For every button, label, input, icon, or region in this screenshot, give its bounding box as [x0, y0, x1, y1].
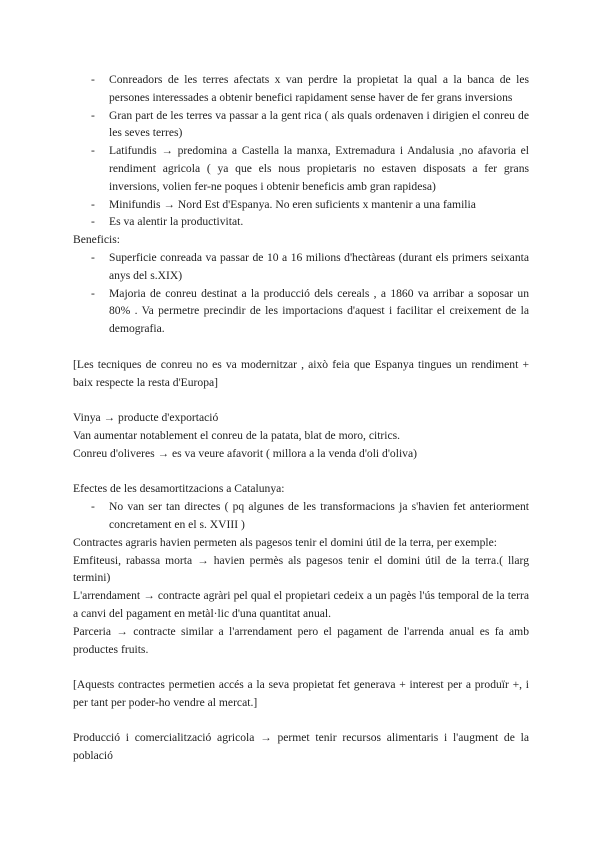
catalunya-heading: Efectes de les desamortitzacions a Catalunya:: [73, 482, 285, 496]
spacer: [73, 658, 529, 676]
consequences-list: [73, 71, 529, 231]
emfiteusi-paragraph: Emfiteusi, rabassa morta → havien permès als pagesos tenir el domini útil de la terra.( llarg termini): [73, 553, 529, 585]
production-paragraph: Producció i comercialització agricola → permet tenir recursos alimentaris i l'augment de la població: [73, 731, 529, 763]
vinya-line: Vinya → producte d'exportació: [73, 411, 219, 425]
list-item: [73, 196, 529, 214]
bullet-dash: -: [91, 108, 95, 122]
list-item-text: Superficie conreada va passar de 10 a 16 milions d'hectàreas (durant els primers seixanta anys del s.XIX): [109, 250, 529, 282]
list-item-text: Conreadors de les terres afectats x van perdre la propietat la qual a la banca de les persones interessades a obtenir benefici rapidament sense haver de fer grans inversions: [109, 73, 529, 104]
catalunya-list: [73, 498, 529, 534]
page-content: [73, 71, 529, 765]
spacer: [73, 338, 529, 356]
list-item-text: Latifundis → predomina a Castella la manxa, Extremadura i Andalusia ,no afavoria el rendiment agricola ( ya que els nous propietaris no estaven disposats a fer grans inversions, volien fer-ne poques i obtenir beneficis amb gran rapidesa): [109, 144, 529, 193]
list-item-text: No van ser tan directes ( pq algunes de les transformacions ja s'havien fet anteriorment concretament en el s. XVIII ): [109, 500, 529, 531]
list-item-text: Majoria de conreu destinat a la producció dels cereals , a 1860 va arribar a soposar un 80% . Va permetre precindir de les importacions d'aquest i facilitar el creixement de la demografia.: [109, 286, 529, 336]
spacer: [73, 463, 529, 481]
parceria-paragraph: Parceria → contracte similar a l'arrendament pero el pagament de l'arrenda anual es fa amb productes fruits.: [73, 624, 529, 656]
contracts-note: [Aquests contractes permetien accés a la seva propietat fet generava + interest per a produïr +, i per tant per poder-ho vendre al mercat.]: [73, 678, 529, 709]
list-item-text: Es va alentir la productivitat.: [109, 215, 244, 229]
bullet-dash: -: [91, 144, 95, 158]
list-item: [73, 249, 529, 285]
contracts-paragraph: Contractes agraris havien permeten als pagesos tenir el domini útil de la terra, per exemple:: [73, 535, 497, 549]
olive-line: Conreu d'oliveres → es va veure afavorit ( millora a la venda d'oli d'oliva): [73, 446, 417, 460]
list-item-text: Gran part de les terres va passar a la gent rica ( als quals ordenaven i dirigien el conreu de les seves terres): [109, 108, 529, 140]
bullet-dash: -: [91, 250, 95, 264]
beneficis-heading: Beneficis:: [73, 233, 121, 247]
list-item: [73, 285, 529, 338]
bullet-dash: -: [91, 500, 95, 514]
beneficis-list: [73, 249, 529, 338]
bullet-dash: -: [91, 286, 95, 300]
list-item: [73, 498, 529, 534]
list-item-text: Minifundis → Nord Est d'Espanya. No eren suficients x mantenir a una familia: [109, 197, 476, 211]
spacer: [73, 391, 529, 409]
list-item: [73, 107, 529, 143]
list-item: [73, 142, 529, 195]
bullet-dash: -: [91, 215, 95, 229]
list-item: [73, 213, 529, 231]
list-item: [73, 71, 529, 107]
bullet-dash: -: [91, 73, 95, 86]
techniques-note: [Les tecniques de conreu no es va modernitzar , això feia que Espanya tingues un rendiment + baix respecte la resta d'Europa]: [73, 357, 529, 389]
crops-line: Van aumentar notablement el conreu de la patata, blat de moro, citrics.: [73, 428, 401, 442]
spacer: [73, 712, 529, 730]
arrendament-paragraph: L'arrendament → contracte agràri pel qual el propietari cedeix a un pagès l'ús temporal de la terra a canvi del pagament en metàl·lic d'una quantitat anual.: [73, 589, 529, 620]
bullet-dash: -: [91, 197, 95, 211]
